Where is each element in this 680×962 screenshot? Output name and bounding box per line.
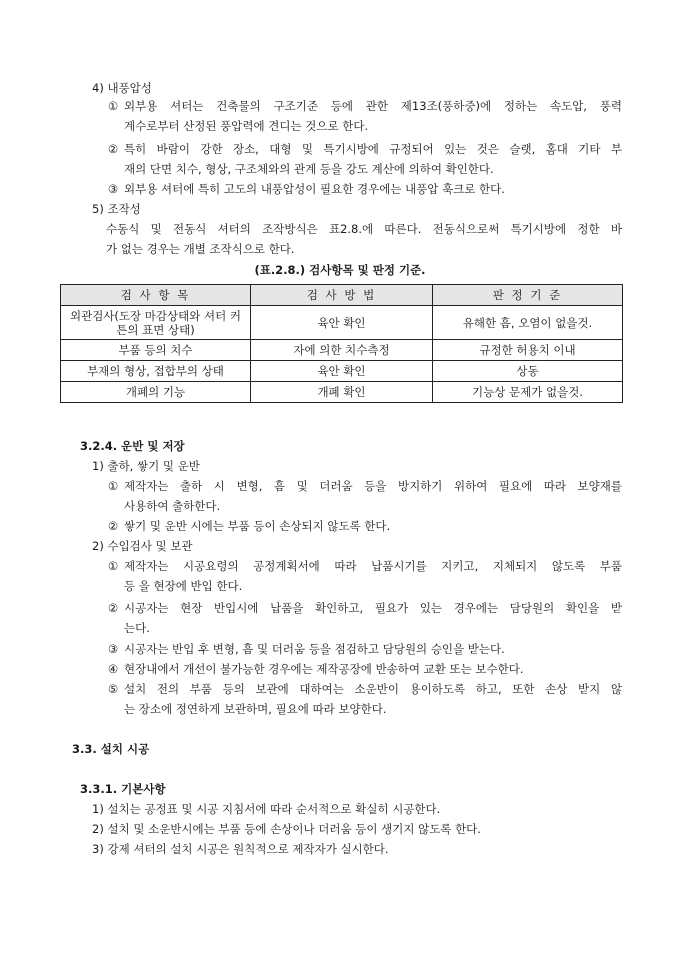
section-heading: 3.3. 설치 시공 (72, 742, 150, 756)
table-cell: 개폐의 기능 (61, 382, 251, 403)
section-4-title: 4) 내풍압성 (92, 81, 152, 95)
table-row (61, 306, 623, 340)
paragraph-line: 가 없는 경우는 개별 조작식으로 한다. (106, 242, 295, 256)
subsection-title: 1) 출하, 쌓기 및 운반 (92, 459, 200, 473)
paragraph-line: 계수로부터 산정된 풍압력에 견디는 것으로 한다. (124, 119, 369, 133)
table-cell: 자에 의한 치수측정 (251, 340, 433, 361)
item-marker: ① (107, 559, 119, 573)
table-header-cell: 검 사 방 법 (251, 285, 433, 306)
table-caption: (표.2.8.) 검사항목 및 판정 기준. (254, 263, 426, 277)
paragraph-line: 쌓기 및 운반 시에는 부품 등이 손상되지 않도록 한다. (124, 519, 391, 533)
table-row (61, 340, 623, 361)
table-header-cell: 검 사 항 목 (61, 285, 251, 306)
item-marker: ⑤ (107, 682, 119, 696)
item-marker: ③ (107, 182, 119, 196)
subsection-title: 2) 수입검사 및 보관 (92, 539, 193, 553)
paragraph-line: 설치 전의 부품 등의 보관에 대하여는 소운반이 용이하도록 하고, 또한 손상 받지 않 (124, 682, 622, 696)
inspection-table (60, 284, 623, 403)
paragraph-line: 특히 바람이 강한 장소, 대형 및 특기시방에 규정되어 있는 것은 슬랫, 홈대 기타 부 (124, 142, 622, 156)
table-cell: 부품 등의 치수 (61, 340, 251, 361)
paragraph-line: 2) 설치 및 소운반시에는 부품 등에 손상이나 더러움 등이 생기지 않도록 한다. (92, 822, 481, 836)
item-marker: ② (107, 519, 119, 533)
paragraph-line: 는 장소에 정연하게 보관하며, 필요에 따라 보양한다. (124, 702, 387, 716)
item-marker: ③ (107, 642, 119, 656)
item-marker: ② (107, 142, 119, 156)
section-heading: 3.3.1. 기본사항 (80, 782, 166, 796)
table-header-row (61, 285, 623, 306)
paragraph-line: 제작자는 출하 시 변형, 흠 및 더러움 등을 방지하기 위하여 필요에 따라 보양재를 (124, 479, 622, 493)
paragraph-line: 등 을 현장에 반입 한다. (124, 579, 243, 593)
table-row (61, 382, 623, 403)
table-cell: 규정한 허용치 이내 (433, 340, 623, 361)
item-marker: ① (107, 99, 119, 113)
paragraph-line: 수동식 및 전동식 셔터의 조작방식은 표2.8.에 따른다. 전동식으로써 특기시방에 정한 바 (106, 222, 622, 236)
section-heading: 3.2.4. 운반 및 저장 (80, 439, 185, 453)
item-marker: ④ (107, 662, 119, 676)
item-marker: ② (107, 601, 119, 615)
paragraph-line: 재의 단면 치수, 형상, 구조체와의 관계 등을 강도 계산에 의하여 확인한다. (124, 162, 494, 176)
paragraph-line: 사용하여 출하한다. (124, 499, 221, 513)
paragraph-line: 3) 강제 셔터의 설치 시공은 원칙적으로 제작자가 실시한다. (92, 842, 389, 856)
table-cell: 육안 확인 (251, 361, 433, 382)
table-cell: 개폐 확인 (251, 382, 433, 403)
table-header-cell: 판 정 기 준 (433, 285, 623, 306)
table-cell: 부재의 형상, 접합부의 상태 (61, 361, 251, 382)
table-cell: 외관검사(도장 마감상태와 셔터 커튼의 표면 상태) (61, 306, 251, 340)
table-cell: 유해한 흠, 오염이 없을것. (433, 306, 623, 340)
paragraph-line: 제작자는 시공요령의 공정계획서에 따라 납품시기를 지키고, 지체되지 않도록 부품 (124, 559, 622, 573)
section-5-title: 5) 조작성 (92, 202, 141, 216)
item-marker: ① (107, 479, 119, 493)
paragraph-line: 외부용 셔터에 특히 고도의 내풍압성이 필요한 경우에는 내풍압 훅크로 한다. (124, 182, 505, 196)
paragraph-line: 1) 설치는 공정표 및 시공 지침서에 따라 순서적으로 확실히 시공한다. (92, 802, 441, 816)
table-cell: 육안 확인 (251, 306, 433, 340)
paragraph-line: 시공자는 현장 반입시에 납품을 확인하고, 필요가 있는 경우에는 담당원의 확인을 받 (124, 601, 622, 615)
paragraph-line: 시공자는 반입 후 변형, 흠 및 더러움 등을 점검하고 담당원의 승인을 받는다. (124, 642, 505, 656)
paragraph-line: 는다. (124, 621, 150, 635)
paragraph-line: 현장내에서 개선이 불가능한 경우에는 제작공장에 반송하여 교환 또는 보수한다. (124, 662, 524, 676)
table-cell: 기능상 문제가 없을것. (433, 382, 623, 403)
table-row (61, 361, 623, 382)
paragraph-line: 외부용 셔터는 건축물의 구조기준 등에 관한 제13조(풍하중)에 정하는 속도압, 풍력 (124, 99, 622, 113)
table-cell: 상동 (433, 361, 623, 382)
